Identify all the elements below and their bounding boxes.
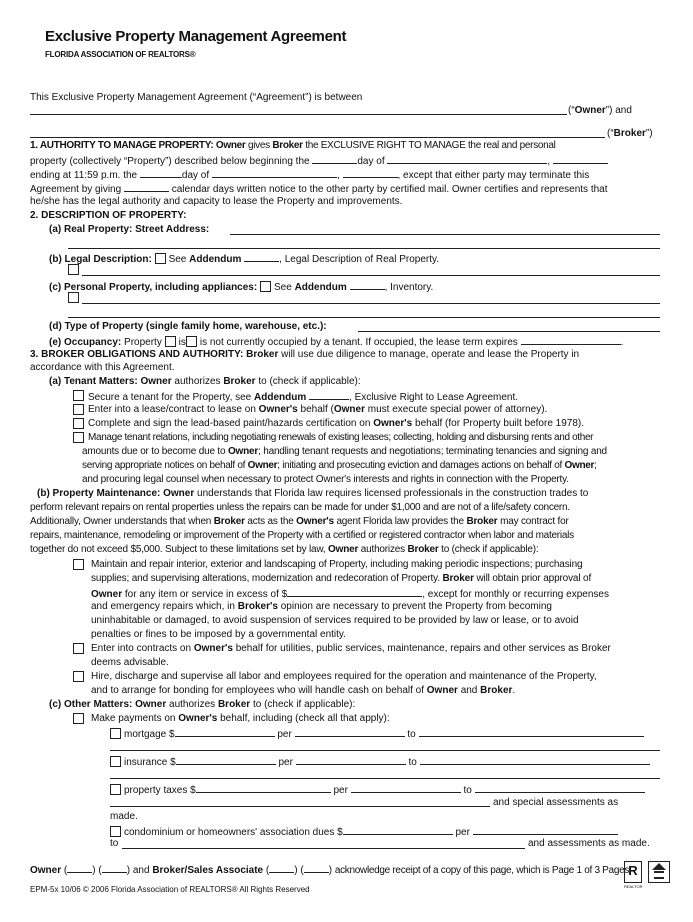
other-matters-label: (c) Other Matters: Owner authorizes Broker to (check if applicable): xyxy=(49,699,356,710)
personal-property-field-2[interactable] xyxy=(68,317,660,318)
property-type-label: (d) Type of Property (single family home, warehouse, etc.): xyxy=(49,321,327,332)
manage-tenant-text-3: serving appropriate notices on behalf of Owner; initiating and prosecuting eviction and damages actions on behalf of Owner; xyxy=(82,460,597,471)
maintain-repair-text-1: Maintain and repair interior, exterior and landscaping of Property, including making periodic inspections; purchasing xyxy=(91,559,583,570)
taxes-payee-field-2[interactable] xyxy=(110,806,490,807)
owner-label: (“Owner”) and xyxy=(568,105,632,116)
legal-addendum-checkbox[interactable] xyxy=(155,253,166,264)
inventory-addendum-checkbox[interactable] xyxy=(260,281,271,292)
tenant-matters-label: (a) Tenant Matters: Owner authorizes Broker to (check if applicable): xyxy=(49,376,361,387)
condo-period-field[interactable] xyxy=(473,825,618,835)
taxes-amount-field[interactable] xyxy=(196,783,331,793)
special-assessments-text: and special assessments as xyxy=(493,797,619,808)
maintain-repair-text-4: and emergency repairs which, in Broker's opinion are necessary to prevent the Property from becoming xyxy=(91,601,552,612)
realtor-logo-caption: REALTOR xyxy=(624,884,643,889)
taxes-period-field[interactable] xyxy=(351,783,461,793)
enter-contracts-text-1: Enter into contracts on Owner's behalf for utilities, public services, maintenance, repairs and other services as Broker xyxy=(91,643,611,654)
insurance-checkbox[interactable] xyxy=(110,756,121,767)
broker-label: (“Broker”) xyxy=(607,128,653,139)
footer-acknowledgement: Owner ( ) ( ) and Broker/Sales Associate ( ) ( ) acknowledge receipt of a copy of this page, which is Page 1 of 3 Pages. xyxy=(30,865,632,876)
broker-initials-2[interactable] xyxy=(304,863,329,873)
owner-initials-2[interactable] xyxy=(102,863,127,873)
property-maintenance-line-4: repairs, maintenance, remodeling or improvement of the Property with a certified or registered contractor when labor and materials xyxy=(30,530,574,541)
end-month-field[interactable] xyxy=(212,168,337,178)
lead-paint-text: Complete and sign the lead-based paint/hazards certification on Owner's behalf (for Property built before 1978). xyxy=(88,418,585,429)
personal-property-checkbox[interactable] xyxy=(68,292,79,303)
manage-tenant-checkbox[interactable] xyxy=(73,432,84,443)
made-text: made. xyxy=(110,811,138,822)
property-taxes-row: property taxes $ per to xyxy=(110,783,645,797)
secure-tenant-text: Secure a tenant for the Property, see Addendum , Exclusive Right to Lease Agreement. xyxy=(88,392,519,403)
property-maintenance-line-1: (b) Property Maintenance: Owner understands that Florida law requires licensed professionals in the construction trades to xyxy=(37,488,589,499)
condo-dues-row: condominium or homeowners' association dues $ per xyxy=(110,825,618,839)
insurance-row: insurance $ per to xyxy=(110,755,650,769)
legal-description-field[interactable] xyxy=(82,275,660,276)
occupancy-row: (e) Occupancy: Property is is not currently occupied by a tenant. If occupied, the lease term expires . xyxy=(49,337,624,348)
page-subtitle: FLORIDA ASSOCIATION OF REALTORS® xyxy=(45,50,196,59)
insurance-payee-field[interactable] xyxy=(420,755,650,765)
maintain-repair-text-2: supplies; and supervising alterations, modernization and redecoration of Property. Broker will obtain prior approval of xyxy=(91,573,592,584)
mortgage-payee-field[interactable] xyxy=(419,727,644,737)
personal-property-field[interactable] xyxy=(82,303,660,304)
page-title: Exclusive Property Management Agreement xyxy=(45,28,347,45)
condo-dues-checkbox[interactable] xyxy=(110,826,121,837)
mortgage-checkbox[interactable] xyxy=(110,728,121,739)
secure-tenant-checkbox[interactable] xyxy=(73,390,84,401)
property-maintenance-line-5: together do not exceed $5,000. Subject to these limitations set by law, Owner authorizes Broker to (check if applicable): xyxy=(30,544,539,555)
hire-labor-text-1: Hire, discharge and supervise all labor and employees required for the operation and maintenance of the Property, xyxy=(91,671,597,682)
approval-amount-field[interactable] xyxy=(287,587,422,597)
owner-name-field[interactable] xyxy=(30,114,567,115)
maintain-repair-text-3: Owner for any item or service in excess of $ , except for monthly or recurring expenses xyxy=(91,589,609,600)
section-1-line-1: 1. AUTHORITY TO MANAGE PROPERTY: Owner gives Broker the EXCLUSIVE RIGHT TO MANAGE the real and personal xyxy=(30,140,556,151)
manage-tenant-text-2: amounts due or to become due to Owner; handling tenant requests and negotiations; terminating tenancies and signing and xyxy=(82,446,607,457)
mortgage-period-field[interactable] xyxy=(295,727,405,737)
lease-addendum-number-field[interactable] xyxy=(309,390,349,400)
taxes-payee-field[interactable] xyxy=(475,783,645,793)
section-1-line-4: Agreement by giving calendar days written notice to the other party by certified mail. Owner certifies and represents that xyxy=(30,184,608,195)
property-type-field[interactable] xyxy=(358,331,660,332)
notice-days-field[interactable] xyxy=(124,182,169,192)
section-3-heading-2: accordance with this Agreement. xyxy=(30,362,175,373)
mortgage-row: mortgage $ per to xyxy=(110,727,644,741)
section-1-line-3: ending at 11:59 p.m. the day of , , except that either party may terminate this xyxy=(30,170,590,181)
realtor-logo: R xyxy=(624,861,642,883)
broker-name-field[interactable] xyxy=(30,137,605,138)
condo-payee-field[interactable] xyxy=(122,848,525,849)
begin-day-field[interactable] xyxy=(312,154,357,164)
begin-year-field[interactable] xyxy=(553,154,608,164)
condo-amount-field[interactable] xyxy=(343,825,453,835)
section-1-line-5: he/she has the legal authority and capacity to lease the Property and improvements. xyxy=(30,196,403,207)
condo-payee-label: to xyxy=(110,838,119,849)
hire-labor-text-2: and to arrange for bonding for employees who will handle cash on behalf of Owner and Broker. xyxy=(91,685,516,696)
section-1-line-2: property (collectively “Property”) described below beginning the day of , xyxy=(30,154,608,168)
equal-housing-logo xyxy=(648,861,670,883)
manage-tenant-text-1: Manage tenant relations, including negotiating renewals of existing leases; collecting, holding and disbursing rents and other xyxy=(88,432,594,443)
legal-addendum-number-field[interactable] xyxy=(244,252,279,262)
begin-month-field[interactable] xyxy=(387,154,547,164)
assessments-made-text: and assessments as made. xyxy=(528,838,650,849)
hire-labor-checkbox[interactable] xyxy=(73,671,84,682)
lead-paint-checkbox[interactable] xyxy=(73,418,84,429)
not-occupied-checkbox[interactable] xyxy=(186,336,197,347)
broker-initials-1[interactable] xyxy=(269,863,294,873)
make-payments-checkbox[interactable] xyxy=(73,713,84,724)
insurance-period-field[interactable] xyxy=(296,755,406,765)
legal-description-checkbox[interactable] xyxy=(68,264,79,275)
mortgage-amount-field[interactable] xyxy=(175,727,275,737)
insurance-payee-field-2[interactable] xyxy=(110,778,660,779)
enter-lease-text: Enter into a lease/contract to lease on Owner's behalf (Owner must execute special power of attorney). xyxy=(88,404,548,415)
enter-contracts-text-2: deems advisable. xyxy=(91,657,169,668)
street-address-field-2[interactable] xyxy=(68,248,660,249)
street-address-field[interactable] xyxy=(230,234,660,235)
mortgage-payee-field-2[interactable] xyxy=(110,750,660,751)
property-maintenance-line-3: Additionally, Owner understands that when Broker acts as the Owner's agent Florida law provides the Broker may contract for xyxy=(30,516,569,527)
form-number: EPM-5x 10/06 © 2006 Florida Association of REALTORS® All Rights Reserved xyxy=(30,885,310,894)
section-3-heading: 3. BROKER OBLIGATIONS AND AUTHORITY: Broker will use due diligence to manage, operate and lease the Property in xyxy=(30,349,580,360)
personal-property-row: (c) Personal Property, including appliances: See Addendum , Inventory. xyxy=(49,282,434,293)
end-day-field[interactable] xyxy=(140,168,182,178)
occupied-checkbox[interactable] xyxy=(165,336,176,347)
lease-expiration-field[interactable] xyxy=(521,335,621,345)
intro-line: This Exclusive Property Management Agreement (“Agreement”) is between xyxy=(30,92,363,103)
enter-contracts-checkbox[interactable] xyxy=(73,643,84,654)
legal-description-row: (b) Legal Description: See Addendum , Legal Description of Real Property. xyxy=(49,254,440,265)
maintain-repair-text-6: penalties or fines to be imposed by a governmental entity. xyxy=(91,629,346,640)
street-address-label: (a) Real Property: Street Address: xyxy=(49,224,210,235)
make-payments-text: Make payments on Owner's behalf, including (check all that apply): xyxy=(91,713,390,724)
manage-tenant-text-4: and procuring legal counsel when necessary to protect Owner's interests and rights in connection with the Property. xyxy=(82,474,569,485)
section-2-heading: 2. DESCRIPTION OF PROPERTY: xyxy=(30,210,187,221)
owner-initials-1[interactable] xyxy=(67,863,92,873)
enter-lease-checkbox[interactable] xyxy=(73,404,84,415)
property-maintenance-line-2: perform relevant repairs on rental properties unless the repairs can be made for under $1,000 and are not of a life/safety concern. xyxy=(30,502,570,513)
insurance-amount-field[interactable] xyxy=(176,755,276,765)
inventory-addendum-number-field[interactable] xyxy=(350,280,385,290)
maintain-repair-checkbox[interactable] xyxy=(73,559,84,570)
end-year-field[interactable] xyxy=(343,168,398,178)
maintain-repair-text-5: uninhabitable or damaged, to avoid suspension of services required to be provided by law or lease, or to avoid xyxy=(91,615,579,626)
property-taxes-checkbox[interactable] xyxy=(110,784,121,795)
